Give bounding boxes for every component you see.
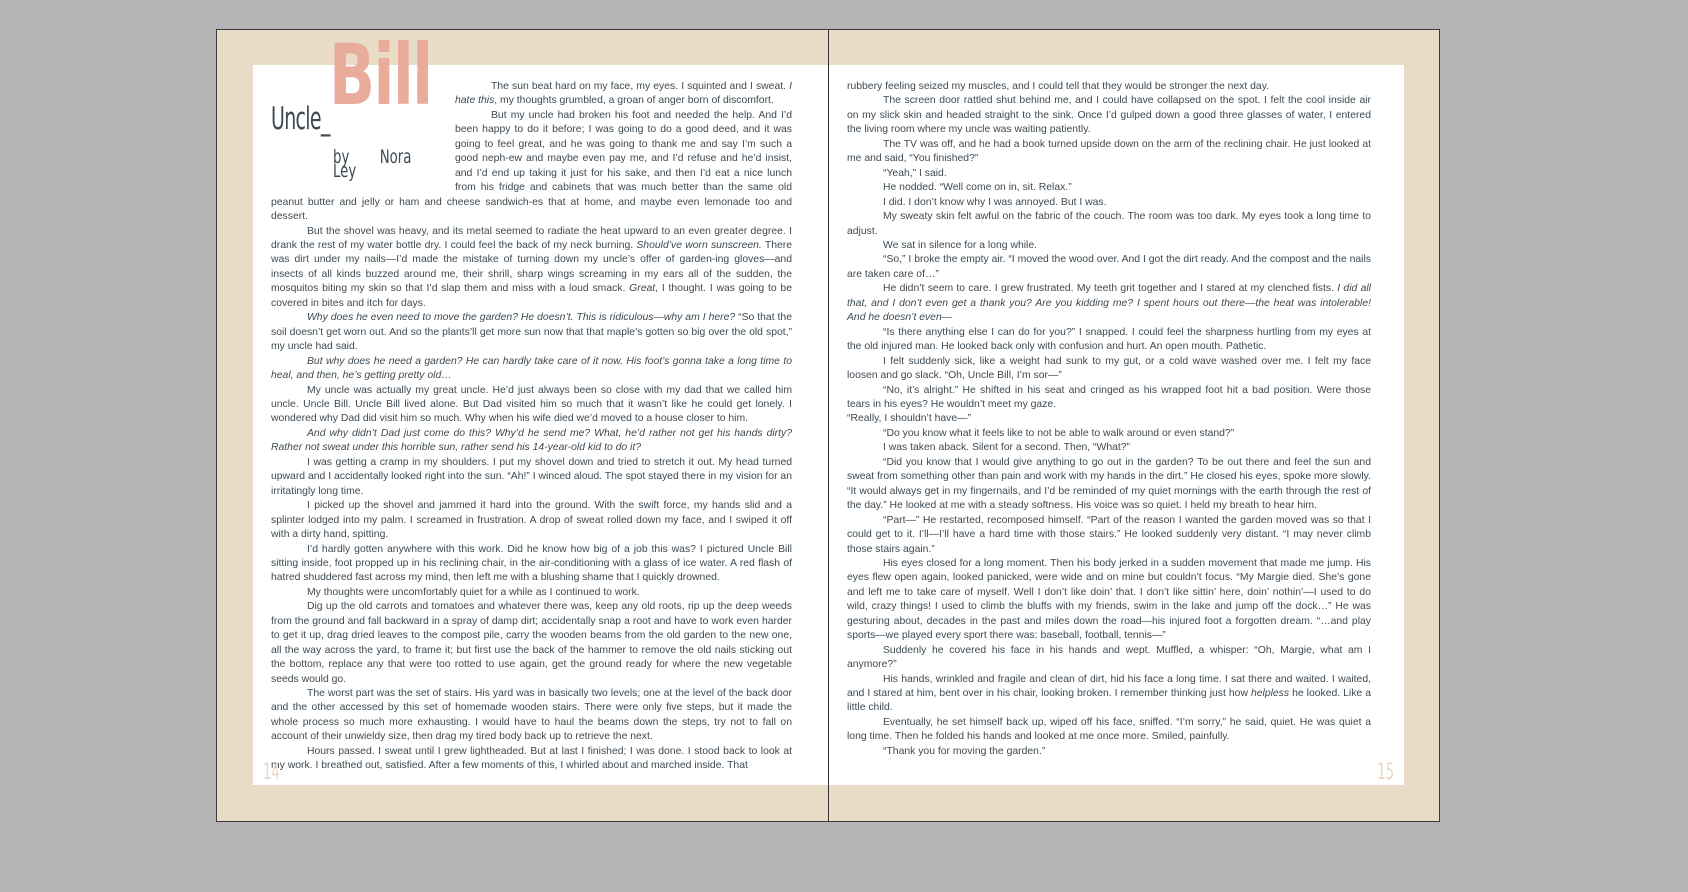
paragraph: The screen door rattled shut behind me, and I could have collapsed on the spot. I felt the cool inside air on my slick skin and headed straight to the sink. Once I’d gulped down a good three glasses of water, I entered the living room where my uncle was waiting patiently. [847,95,1371,136]
byline: by Nora Ley [333,146,412,183]
left-page-number: 14 [263,760,280,785]
paragraph: “So,” I broke the empty air. “I moved the wood over. And I got the dirt ready. And the compost and the nails are taken care of…” [847,254,1371,280]
title-uncle: Uncle_ [271,101,330,137]
paragraph: Why does he even need to move the garden? He doesn’t. This is ridiculous—why am I here? “So that the soil doesn’t get worn out. And so the plants’ll get more sun now that that maple’s gotten so big over the old spot,” my uncle had said. [271,312,792,353]
book-spread [216,26,1440,822]
paragraph: The TV was off, and he had a book turned upside down on the arm of the reclining chair. He just looked at me and said, “You finished?” [847,138,1371,165]
paragraph: “Thank you for moving the garden.” [883,745,1046,757]
paragraph: Dig up the old carrots and tomatoes and whatever there was, keep any old roots, rip up the deep weeds from the ground and fall backward in a spray of damp dirt; accidentally snap a root and have to work even harder to get it up, drag dried leaves to the compost pile, carry the wooden beams from the old garden to the new one, all the way across the yard, to frame it; but first use the back of the hammer to remove the old nails sticking out the bottom, replace any that were too rotted to use again, get the ground ready for where the new vegetable seeds would go. [271,601,792,685]
right-page-text [847,80,1371,759]
paragraph: I picked up the shovel and jammed it hard into the ground. With the swift force, my hands slid and a splinter lodged into my palm. I screamed in frustration. A drop of sweat rolled down my face, and I swiped it off with a dirty hand, spitting. [271,500,792,541]
paragraph: I was taken aback. Silent for a second. Then, “What?” [883,442,1131,454]
paragraph: The worst part was the set of stairs. His yard was in basically two levels; one at the level of the back door and the other accessed by this set of homemade wooden stairs. There were only five steps, but it made the whole process so much more exhausting. I would have to haul the beams down the steps, try not to fall on account of their unwieldy size, then drag my tired body back up to retrieve the next. [271,688,792,743]
paragraph: Eventually, he set himself back up, wiped off his face, sniffed. “I’m sorry,” he said, quiet. He was quiet a long time. Then he folded his hands and looked at me once more. Smiled, painfully. [847,716,1371,743]
paragraph: “Part—” He restarted, recomposed himself. “Part of the reason I wanted the garden moved was so that I could get to it. I’ll—I’ll have a hard time with those stairs.” He looked suddenly very distant. “I may never climb those stairs again.” [847,514,1371,555]
paragraph: We sat in silence for a long while. [883,239,1038,251]
paragraph: I did. I don’t know why I was annoyed. But I was. [883,196,1107,208]
paragraph: His hands, wrinkled and fragile and clean of dirt, hid his face a long time. I sat there and waited. I waited, and I stared at him, bent over in his chair, looking broken. I remember thinking just how helpless he looked. Like a little child. [847,673,1371,714]
paragraph: My uncle was actually my great uncle. He’d just always been so close with my dad that we called him uncle. Uncle Bill. Uncle Bill lived alone. But Dad visited him so much that it wasn’t like he could get lonely. I wondered why Dad did visit him so much. Why when his wife died we’d moved to a house closer to him. [271,384,792,425]
paragraph: rubbery feeling seized my muscles, and I could tell that they would be stronger the next day. [847,81,1270,92]
paragraph: But my uncle had broken his foot and needed the help. And I’d been happy to do it before; I was going to do a good deed, and it was going to feel great, and he was going to thank me and say I’m such a good neph-ew and maybe even pay me, and I’d refuse and he’d insist, and I’d end up taking it just for his sake, and then I’d eat a nice lunch from his fridge and cabinets that was much better than the same old peanut butter and jelly or ham and cheese sandwich-es that at home, and maybe even lemonade too and dessert. [271,109,792,223]
paragraph: “Really, I shouldn’t have—” [847,413,971,425]
paragraph: My thoughts were uncomfortably quiet for a while as I continued to work. [307,586,640,598]
paragraph: I felt suddenly sick, like a weight had sunk to my gut, or a cold wave washed over me. I felt my face loosen and go slack. “Oh, Uncle Bill, I’m sor—” [847,355,1371,382]
paragraph: He nodded. “Well come on in, sit. Relax.” [883,182,1072,194]
right-page-number: 15 [1377,760,1394,785]
paragraph: I’d hardly gotten anywhere with this work. Did he know how big of a job this was? I pictured Uncle Bill sitting inside, foot propped up in his reclining chair, in the air-conditioning with a glass of ice water. A red flash of hatred shuddered fast across my mind, then left me with a blushing shame that I quickly drowned. [271,543,792,584]
story-title [271,26,445,194]
left-page-text [271,26,792,774]
paragraph: “Is there anything else I can do for you?” I snapped. I could feel the sharpness hurtling from my eyes at the old injured man. He looked back only with confusion and hurt. An open mouth. Pathetic. [847,326,1371,353]
paragraph: The sun beat hard on my face, my eyes. I squinted and I sweat. I hate this, my thoughts grumbled, a groan of anger born of discomfort. [455,81,792,107]
paragraph: Suddenly he covered his face in his hands and wept. Muffled, a whisper: “Oh, Margie, what am I anymore?” [847,644,1371,671]
paragraph: “No, it’s alright.” He shifted in his seat and cringed as his wrapped foot hit a bad position. Were those tears in his eyes? He wouldn’t meet my gaze. [847,384,1371,410]
title-bill: Bill [329,26,432,124]
paragraph: I was getting a cramp in my shoulders. I put my shovel down and tried to stretch it out. My head turned upward and I accidentally looked right into the sun. “Ah!” I winced aloud. The spot stayed there in my vision for an irritatingly long time. [271,456,792,497]
paragraph: “Do you know what it feels like to not be able to walk around or even stand?” [883,427,1235,439]
paragraph: He didn’t seem to care. I grew frustrated. My teeth grit together and I stared at my clenched fists. I did all that, and I don’t even get a thank you? Are you kidding me? I spent hours out there—the heat was intolerable! And he doesn’t even— [847,283,1371,324]
left-page [253,26,828,785]
right-page [829,65,1404,785]
paragraph: But the shovel was heavy, and its metal seemed to radiate the heat upward to an even greater degree. I drank the rest of my water bottle dry. I could feel the back of my neck burning. Should’ve worn sunscreen. There was dirt under my nails—I’d made the mistake of turning down my uncle’s offer of garden-ing gloves—and insects of all kinds buzzed around me, their shrill, sharp wings screaming in my ears all of the sudden, the mosquitos biting my skin so that I’d slap them and miss with a loud smack. Great, I thought. I was going to be covered in bites and itch for days. [271,225,792,309]
paragraph: My sweaty skin felt awful on the fabric of the couch. The room was too dark. My eyes took a long time to adjust. [847,211,1371,237]
paragraph: But why does he need a garden? He can hardly take care of it now. His foot’s gonna take a long time to heal, and then, he’s getting pretty old… [271,355,792,382]
paragraph: His eyes closed for a long moment. Then his body jerked in a sudden movement that made me jump. His eyes flew open again, looked panicked, were wide and on mine but couldn’t focus. “My Margie died. She’s gone and left me to take care of myself. Well I don’t like doin’ that. I don’t like sittin’ here, doin’ nothin’—I used to do wild, crazy things! I used to climb the bluffs with my friends, swim in the lake and jump off the dock…” He was gesturing about, decades in the past and miles down the road—his injured foot a forgotten dream. “…and play sports—we played every sport there was: baseball, football, tennis—” [847,557,1371,642]
paragraph: “Did you know that I would give anything to go out in the garden? To be out there and feel the sun and sweat from something other than pain and work with my hands in the dirt.” He closed his eyes, spoke more slowly. “It would always get in my fingernails, and I’d be reminded of my quiet mornings with the earth through the rest of the day.” He looked at me with a steady softness. His voice was so quiet. I held my breath to hear him. [847,456,1371,512]
paragraph: Hours passed. I sweat until I grew lightheaded. But at last I finished; I was done. I stood back to look at my work. I breathed out, satisfied. After a few moments of this, I whirled about and marched inside. That [271,745,792,772]
paragraph: And why didn’t Dad just come do this? Why’d he send me? What, he’d rather not get his hands dirty? Rather not sweat under this horrible sun, rather send his 14-year-old kid to do it? [271,427,792,454]
paragraph: “Yeah,” I said. [883,167,947,179]
